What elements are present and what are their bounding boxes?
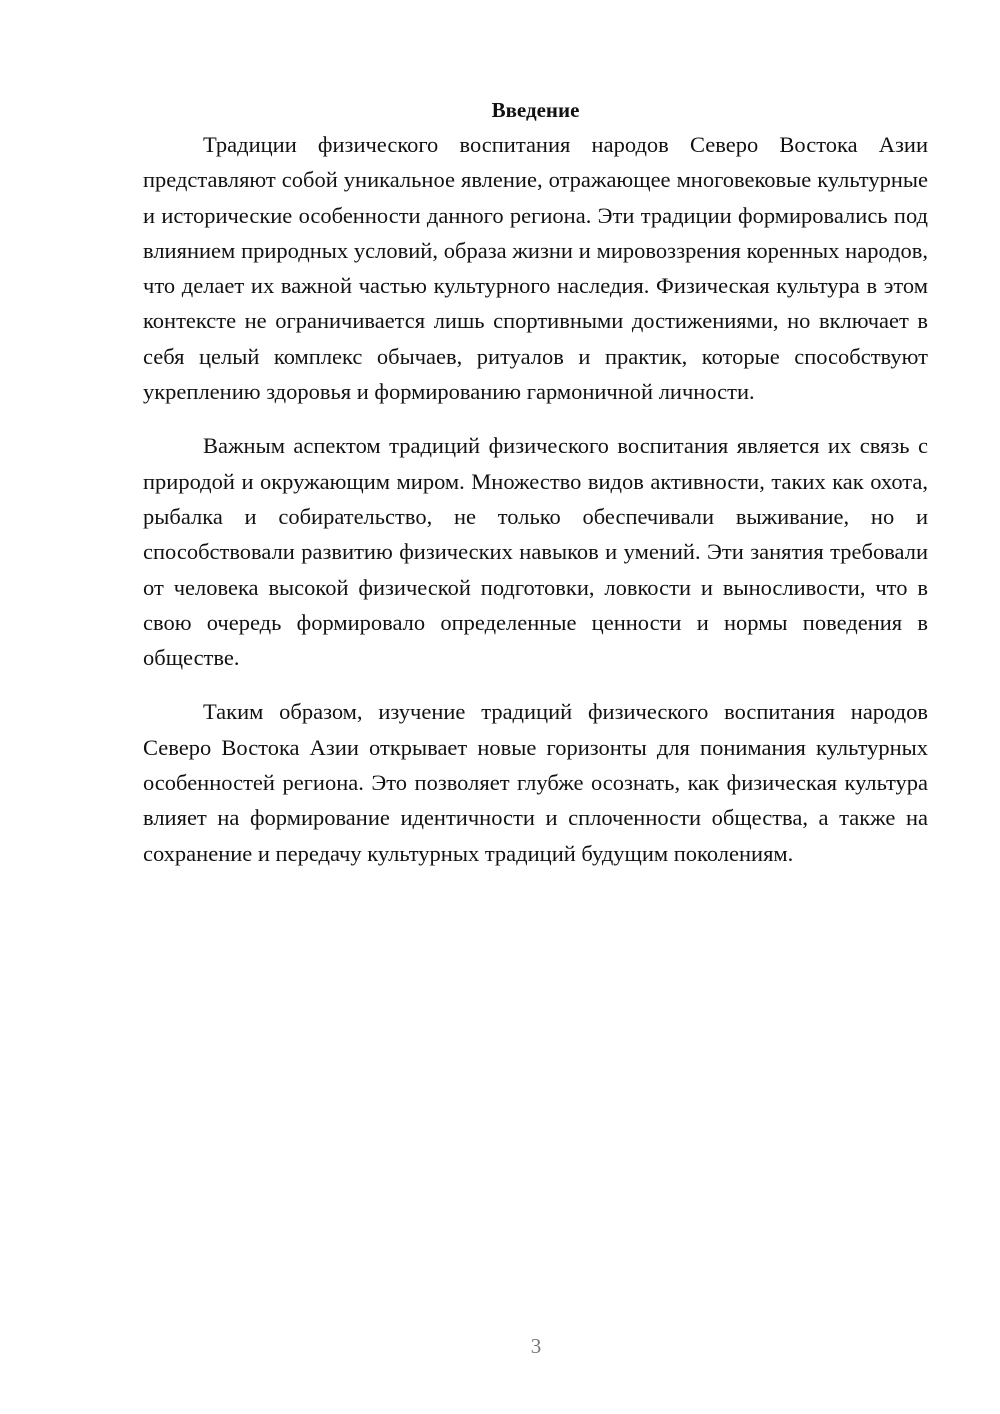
paragraph-2: Важным аспектом традиций физического воспитания является их связь с природой и окружающим миром. Множество видов активности, таких как охота, рыбалка и собирательство, не только обеспечивали выживание, но и способствовали развитию физических навыков и умений. Эти занятия требовали от человека высокой физической подготовки, ловкости и выносливости, что в свою очередь формировало определенные ценности и нормы поведения в обществе.	[143, 433, 928, 671]
paragraph-3: Таким образом, изучение традиций физического воспитания народов Северо Востока Азии открывает новые горизонты для понимания культурных особенностей региона. Это позволяет глубже осознать, как физическая культура влияет на формирование идентичности и сплоченности общества, а также на сохранение и передачу культурных традиций будущим поколениям.	[143, 699, 928, 866]
paragraph-1: Традиции физического воспитания народов Северо Востока Азии представляют собой уникальное явление, отражающее многовековые культурные и исторические особенности данного региона. Эти традиции формировались под влиянием природных условий, образа жизни и мировоззрения коренных народов, что делает их важной частью культурного наследия. Физическая культура в этом контексте не ограничивается лишь спортивными достижениями, но включает в себя целый комплекс обычаев, ритуалов и практик, которые способствуют укреплению здоровья и формированию гармоничной личности.	[143, 132, 928, 405]
page-number: 3	[530, 1334, 542, 1358]
section-heading: Введение	[491, 98, 580, 122]
document-page	[143, 95, 928, 871]
